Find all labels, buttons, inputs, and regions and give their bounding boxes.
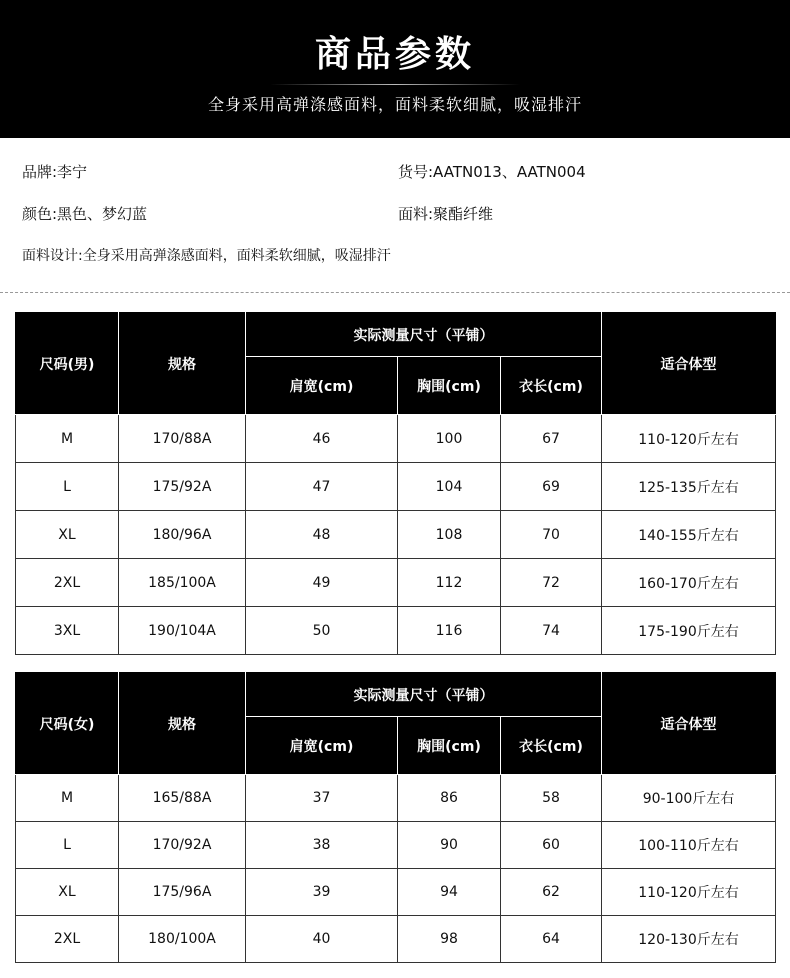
size-cell: L	[16, 463, 119, 511]
shoulder-cell: 38	[246, 822, 398, 869]
fit-cell: 160-170斤左右	[602, 559, 776, 607]
size-cell: 2XL	[16, 559, 119, 607]
spec-cell: 165/88A	[119, 775, 246, 822]
shoulder-cell: 49	[246, 559, 398, 607]
size-cell: XL	[16, 511, 119, 559]
header-spec: 规格	[119, 673, 246, 775]
color-info: 颜色:黑色、梦幻蓝	[22, 205, 148, 223]
length-cell: 64	[501, 916, 602, 963]
page-subtitle: 全身采用高弹涤感面料，面料柔软细腻，吸湿排汗	[207, 95, 582, 114]
length-cell: 60	[501, 822, 602, 869]
spec-cell: 170/88A	[119, 415, 246, 463]
table-row	[16, 463, 776, 511]
page-title: 商品参数	[314, 34, 475, 75]
shoulder-cell: 48	[246, 511, 398, 559]
shoulder-cell: 39	[246, 869, 398, 916]
women-size-table	[15, 672, 776, 963]
header-measurement: 实际测量尺寸（平铺）	[246, 313, 602, 357]
spec-cell: 170/92A	[119, 822, 246, 869]
header-size: 尺码(女)	[16, 673, 119, 775]
fit-cell: 175-190斤左右	[602, 607, 776, 655]
header-chest: 胸围(cm)	[398, 717, 501, 775]
length-cell: 58	[501, 775, 602, 822]
length-cell: 69	[501, 463, 602, 511]
header-spec: 规格	[119, 313, 246, 415]
header-fit: 适合体型	[602, 673, 776, 775]
size-cell: XL	[16, 869, 119, 916]
header-fit: 适合体型	[602, 313, 776, 415]
fabric-info: 面料:聚酯纤维	[398, 205, 494, 223]
size-cell: 2XL	[16, 916, 119, 963]
fit-cell: 140-155斤左右	[602, 511, 776, 559]
fit-cell: 125-135斤左右	[602, 463, 776, 511]
table-row	[16, 415, 776, 463]
size-cell: M	[16, 775, 119, 822]
fit-cell: 120-130斤左右	[602, 916, 776, 963]
header-shoulder: 肩宽(cm)	[246, 357, 398, 415]
spec-cell: 175/92A	[119, 463, 246, 511]
header-chest: 胸围(cm)	[398, 357, 501, 415]
table-row	[16, 869, 776, 916]
header-banner	[0, 0, 790, 138]
women-table-body	[16, 775, 776, 963]
header-shoulder: 肩宽(cm)	[246, 717, 398, 775]
spec-cell: 185/100A	[119, 559, 246, 607]
size-cell: 3XL	[16, 607, 119, 655]
fit-cell: 110-120斤左右	[602, 415, 776, 463]
table-row	[16, 916, 776, 963]
table-row	[16, 511, 776, 559]
title-divider	[270, 84, 520, 85]
chest-cell: 98	[398, 916, 501, 963]
header-length: 衣长(cm)	[501, 717, 602, 775]
chest-cell: 104	[398, 463, 501, 511]
spec-cell: 190/104A	[119, 607, 246, 655]
table-row	[16, 775, 776, 822]
length-cell: 74	[501, 607, 602, 655]
fit-cell: 100-110斤左右	[602, 822, 776, 869]
spec-cell: 180/100A	[119, 916, 246, 963]
fit-cell: 90-100斤左右	[602, 775, 776, 822]
chest-cell: 86	[398, 775, 501, 822]
brand-info: 品牌:李宁	[22, 163, 88, 181]
shoulder-cell: 40	[246, 916, 398, 963]
table-row	[16, 607, 776, 655]
chest-cell: 90	[398, 822, 501, 869]
header-size: 尺码(男)	[16, 313, 119, 415]
chest-cell: 100	[398, 415, 501, 463]
size-cell: L	[16, 822, 119, 869]
shoulder-cell: 46	[246, 415, 398, 463]
length-cell: 67	[501, 415, 602, 463]
fabric-design-info: 面料设计:全身采用高弹涤感面料，面料柔软细腻，吸湿排汗	[22, 248, 391, 264]
chest-cell: 112	[398, 559, 501, 607]
length-cell: 62	[501, 869, 602, 916]
shoulder-cell: 50	[246, 607, 398, 655]
header-measurement: 实际测量尺寸（平铺）	[246, 673, 602, 717]
item-number-info: 货号:AATN013、AATN004	[398, 163, 586, 181]
spec-cell: 175/96A	[119, 869, 246, 916]
length-cell: 70	[501, 511, 602, 559]
size-cell: M	[16, 415, 119, 463]
fit-cell: 110-120斤左右	[602, 869, 776, 916]
spec-cell: 180/96A	[119, 511, 246, 559]
table-row	[16, 822, 776, 869]
shoulder-cell: 47	[246, 463, 398, 511]
chest-cell: 108	[398, 511, 501, 559]
table-row	[16, 559, 776, 607]
header-length: 衣长(cm)	[501, 357, 602, 415]
men-size-table	[15, 312, 776, 655]
shoulder-cell: 37	[246, 775, 398, 822]
length-cell: 72	[501, 559, 602, 607]
chest-cell: 116	[398, 607, 501, 655]
chest-cell: 94	[398, 869, 501, 916]
dashed-divider	[0, 292, 790, 293]
men-table-body	[16, 415, 776, 655]
